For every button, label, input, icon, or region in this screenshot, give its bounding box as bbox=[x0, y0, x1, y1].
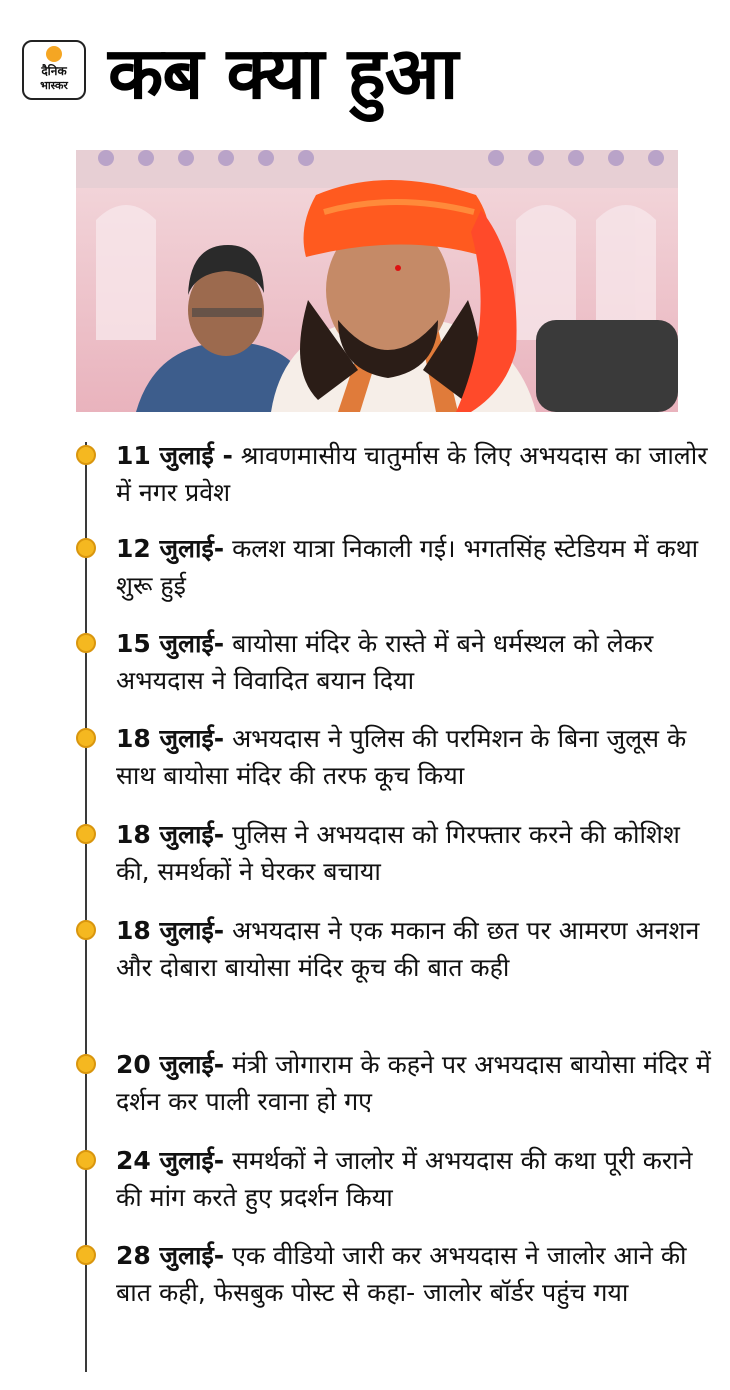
entry-description: समर्थकों ने जालोर में अभयदास की कथा पूरी कराने की मांग करते हुए प्रदर्शन किया bbox=[116, 1146, 693, 1212]
entry-text bbox=[116, 1142, 716, 1216]
entry-date: 18 जुलाई- bbox=[116, 724, 225, 753]
entry-text bbox=[116, 437, 716, 511]
entry-description: अभयदास ने एक मकान की छत पर आमरण अनशन और दोबारा बायोसा मंदिर कूच की बात कही bbox=[116, 916, 700, 982]
news-photo bbox=[76, 150, 678, 412]
entry-description: श्रावणमासीय चातुर्मास के लिए अभयदास का जालोर में नगर प्रवेश bbox=[116, 441, 708, 507]
entry-date: 18 जुलाई- bbox=[116, 916, 225, 945]
entry-description: पुलिस ने अभयदास को गिरफ्तार करने की कोशिश की, समर्थकों ने घेरकर बचाया bbox=[116, 820, 680, 886]
entry-text bbox=[116, 625, 716, 699]
entry-date: 15 जुलाई- bbox=[116, 629, 225, 658]
entry-description: अभयदास ने पुलिस की परमिशन के बिना जुलूस के साथ बायोसा मंदिर की तरफ कूच किया bbox=[116, 724, 687, 790]
timeline-dot-icon bbox=[76, 728, 96, 748]
timeline-dot-icon bbox=[76, 1054, 96, 1074]
entry-date: 18 जुलाई- bbox=[116, 820, 225, 849]
entry-date: 20 जुलाई- bbox=[116, 1050, 225, 1079]
entry-description: कलश यात्रा निकाली गई। भगतसिंह स्टेडियम में कथा शुरू हुई bbox=[116, 534, 699, 600]
entry-date: 11 जुलाई - bbox=[116, 441, 233, 470]
timeline-dot-icon bbox=[76, 920, 96, 940]
entry-text bbox=[116, 720, 716, 794]
entry-date: 28 जुलाई- bbox=[116, 1241, 225, 1270]
timeline-dot-icon bbox=[76, 538, 96, 558]
timeline-dot-icon bbox=[76, 824, 96, 844]
entry-description: बायोसा मंदिर के रास्ते में बने धर्मस्थल को लेकर अभयदास ने विवादित बयान दिया bbox=[116, 629, 654, 695]
logo-line-2: भास्कर bbox=[40, 79, 68, 92]
timeline-dot-icon bbox=[76, 1150, 96, 1170]
timeline-dot-icon bbox=[76, 1245, 96, 1265]
entry-text bbox=[116, 816, 716, 890]
entry-date: 12 जुलाई- bbox=[116, 534, 225, 563]
entry-text bbox=[116, 1237, 716, 1311]
entry-text bbox=[116, 530, 716, 604]
entry-text bbox=[116, 1046, 716, 1120]
entry-date: 24 जुलाई- bbox=[116, 1146, 225, 1175]
timeline-dot-icon bbox=[76, 633, 96, 653]
entry-description: मंत्री जोगाराम के कहने पर अभयदास बायोसा मंदिर में दर्शन कर पाली रवाना हो गए bbox=[116, 1050, 711, 1116]
sun-icon bbox=[46, 46, 62, 62]
page-title: कब क्या हुआ bbox=[108, 31, 458, 115]
timeline-dot-icon bbox=[76, 445, 96, 465]
timeline-line bbox=[85, 442, 87, 1372]
brand-logo[interactable] bbox=[22, 40, 86, 100]
entry-text bbox=[116, 912, 716, 986]
header bbox=[0, 0, 730, 140]
logo-line-1: दैनिक bbox=[41, 64, 67, 78]
timeline bbox=[0, 412, 730, 1390]
photo-illustration bbox=[76, 150, 678, 412]
entry-description: एक वीडियो जारी कर अभयदास ने जालोर आने की बात कही, फेसबुक पोस्ट से कहा- जालोर बॉर्डर पहुंच गया bbox=[116, 1241, 687, 1307]
